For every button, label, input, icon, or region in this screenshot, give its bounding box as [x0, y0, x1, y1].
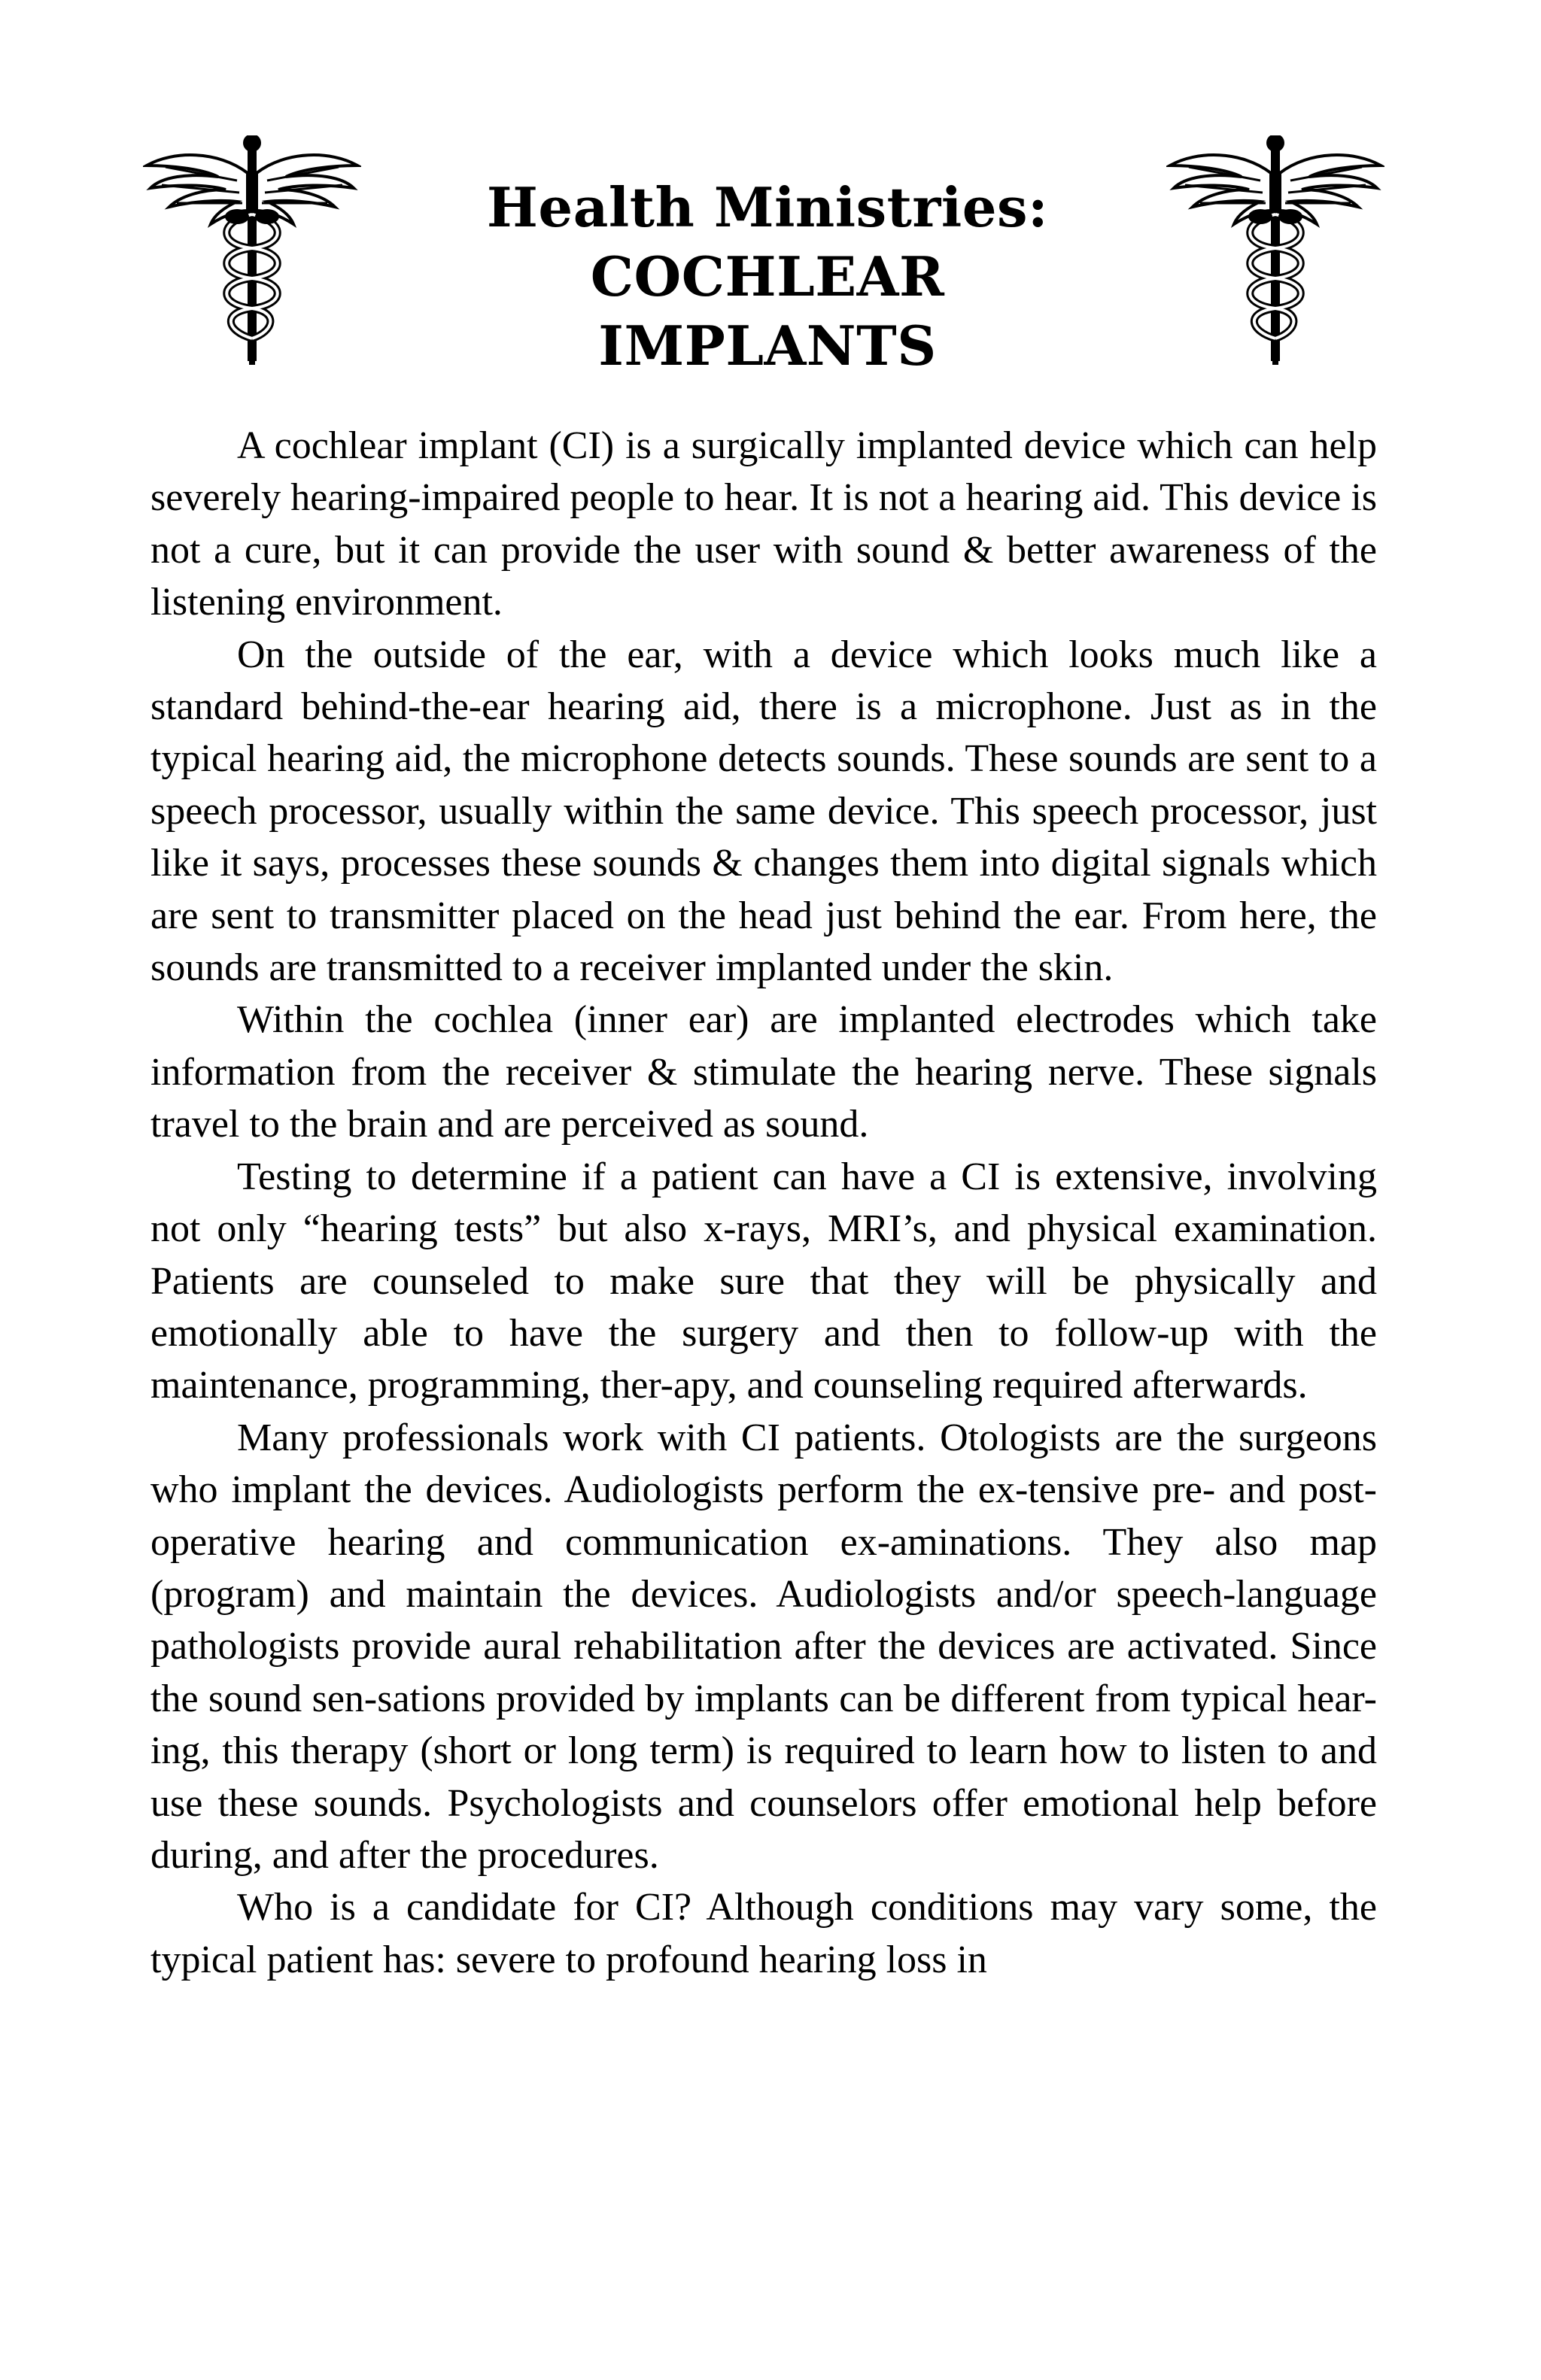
paragraph-professionals: Many professionals work with CI patients. Otologists are the surgeons who implant the devices. Audiologists perform the ex-tensive pre- and post-operative hearing and communication ex-aminations. They also map (program) and maintain the devices. Audiologists and/or speech-language pathologists provide aural rehabilitation after the devices are activated. Since the sound sen-sations provided by implants can be different from typical hear-ing, this therapy (short or long term) is required to learn how to listen to and use these sounds. Psychologists and counselors offer emotional help before during, and after the procedures. [150, 1416, 1377, 1877]
title-line-2: COCHLEAR [590, 244, 945, 308]
article-body [150, 420, 1377, 1986]
paragraph-intro: A cochlear implant (CI) is a surgically implanted device which can help severely hearing-impaired people to hear. It is not a hearing aid. This device is not a cure, but it can provide the user with sound & better awareness of the listening environment. [150, 424, 1377, 624]
page-title [376, 173, 1159, 381]
caduceus-icon [143, 135, 361, 369]
paragraph-outside-ear: On the outside of the ear, with a device which looks much like a standard behind-the-ear hearing aid, there is a microphone. Just as in the typical hearing aid, the microphone detects sounds. These sounds are sent to a speech processor, usually within the same device. This speech processor, just like it says, processes these sounds & changes them into digital signals which are sent to transmitter placed on the head just behind the ear. From here, the sounds are transmitted to a receiver implanted under the skin. [150, 633, 1377, 990]
paragraph-candidate: Who is a candidate for CI? Although conditions may vary some, the typical patient has: severe to profound hearing loss in [150, 1886, 1377, 1981]
caduceus-icon [1166, 135, 1384, 369]
paragraph-cochlea: Within the cochlea (inner ear) are implanted electrodes which take information from the receiver & stimulate the hearing nerve. These signals travel to the brain and are perceived as sound. [150, 998, 1377, 1146]
title-line-1: Health Ministries: [486, 175, 1049, 239]
title-line-3: IMPLANTS [598, 314, 937, 378]
paragraph-testing: Testing to determine if a patient can have a CI is extensive, involving not only “hearing tests” but also x-rays, MRI’s, and physical examination. Patients are counseled to make sure that they will be physically and emotionally able to have the surgery and then to follow-up with the maintenance, programming, ther-apy, and counseling required afterwards. [150, 1155, 1377, 1407]
